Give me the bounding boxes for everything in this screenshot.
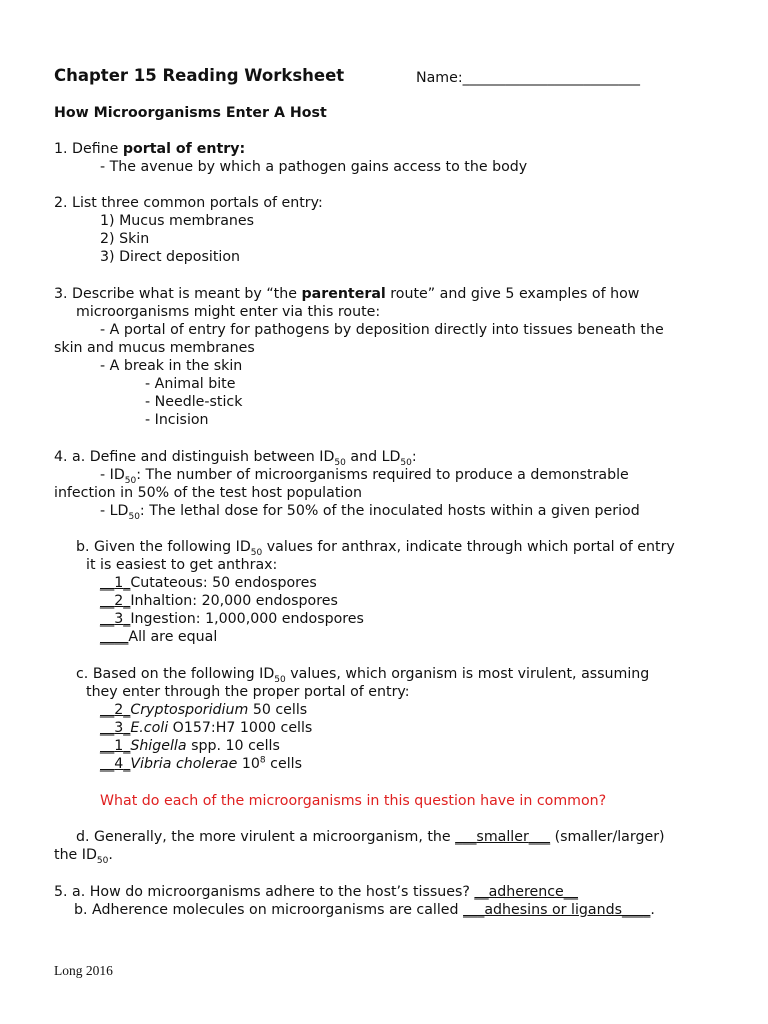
answer-value: 1 <box>114 575 124 591</box>
row-text: 10 <box>237 756 260 772</box>
answer-blank: __ <box>100 720 115 736</box>
answer-value: 1 <box>114 738 124 754</box>
q3-answer2: - A break in the skin <box>100 358 243 374</box>
answer-value: smaller <box>476 829 529 845</box>
answer-blank: _ <box>123 738 131 754</box>
q4b-question <box>76 538 675 556</box>
q4a-id-answer <box>100 466 629 484</box>
row-text: spp. 10 cells <box>186 738 280 754</box>
q4b-text: b. Given the following ID <box>76 539 251 555</box>
row-text: Cutateous: 50 endospores <box>130 575 317 591</box>
q4c-row <box>100 701 307 719</box>
answer-blank: __ <box>100 593 115 609</box>
row-text: cells <box>265 756 302 772</box>
answer-value: 3 <box>114 611 124 627</box>
answer-blank: _ <box>123 720 131 736</box>
answer-blank: __ <box>100 575 115 591</box>
subscript-50: 50 <box>334 457 346 468</box>
organism-name: Vibria cholerae <box>130 756 238 772</box>
q4c-row <box>100 737 280 755</box>
q4d-text: the ID <box>54 847 97 863</box>
q1-answer: - The avenue by which a pathogen gains access to the body <box>100 159 528 175</box>
subscript-50: 50 <box>124 475 137 486</box>
q3-example: - Needle-stick <box>145 394 243 410</box>
q3-question-line2: microorganisms might enter via this route: <box>76 304 381 320</box>
q4d-question <box>76 828 665 846</box>
answer-blank: ____ <box>100 629 129 645</box>
answer-value: ___adhesins or ligands____ <box>463 902 651 918</box>
q4b-row <box>100 628 217 646</box>
row-text: All are equal <box>128 629 218 645</box>
q5a-question <box>54 883 578 901</box>
row-text: 50 cells <box>248 702 308 718</box>
q4c-row <box>100 755 302 773</box>
q4c-question-line2: they enter through the proper portal of entry: <box>86 684 410 700</box>
q3-example: - Incision <box>145 412 209 428</box>
answer-blank: _ <box>123 756 131 772</box>
row-text: Ingestion: 1,000,000 endospores <box>130 611 364 627</box>
q2-item: 3) Direct deposition <box>100 249 240 265</box>
answer-blank: _ <box>123 575 131 591</box>
subscript-50: 50 <box>274 674 286 685</box>
answer-blank: _ <box>123 593 131 609</box>
worksheet-title: Chapter 15 Reading Worksheet <box>54 66 345 85</box>
id-label: - ID <box>100 467 125 483</box>
q3-answer: - A portal of entry for pathogens by deposition directly into tissues beneath the <box>100 322 664 338</box>
organism-name: E.coli <box>130 720 169 736</box>
q4b-row <box>100 610 364 628</box>
id-text: : The number of microorganisms required to produce a demonstrable <box>136 467 629 483</box>
answer-blank: __ <box>100 756 115 772</box>
q2-question: 2. List three common portals of entry: <box>54 195 323 211</box>
q3-example: - Animal bite <box>145 376 236 392</box>
row-text: O157:H7 1000 cells <box>168 720 313 736</box>
name-field <box>416 69 640 87</box>
answer-blank: _ <box>123 702 131 718</box>
answer-value: 2 <box>114 702 124 718</box>
q4c-row <box>100 719 312 737</box>
answer-value: 4 <box>114 756 124 772</box>
q5b-text: . <box>650 902 655 918</box>
row-text: Inhaltion: 20,000 endospores <box>130 593 338 609</box>
q4a-id-answer-cont: infection in 50% of the test host population <box>54 485 362 501</box>
q3-prefix: 3. Describe what is meant by “the <box>54 286 302 302</box>
q4b-row <box>100 574 317 592</box>
q1-prefix: 1. Define <box>54 141 123 157</box>
answer-blank: ___ <box>528 829 551 845</box>
answer-blank: __ <box>100 611 115 627</box>
name-blank: _________________________ <box>462 70 640 86</box>
q4a-text: and LD <box>345 449 401 465</box>
answer-blank: __ <box>100 738 115 754</box>
q4d-text: . <box>108 847 113 863</box>
subscript-50: 50 <box>96 855 109 866</box>
red-followup-question: What do each of the microorganisms in this question have in common? <box>100 793 607 809</box>
organism-name: Shigella <box>130 738 187 754</box>
subscript-50: 50 <box>128 511 140 522</box>
q4a-question <box>54 448 417 466</box>
q4c-question <box>76 665 649 683</box>
q4d-text: d. Generally, the more virulent a microorganism, the <box>76 829 456 845</box>
q3-suffix: route” and give 5 examples of how <box>385 286 640 302</box>
q4c-text: values, which organism is most virulent, assuming <box>285 666 650 682</box>
ld-text: : The lethal dose for 50% of the inoculated hosts within a given period <box>139 503 640 519</box>
q3-answer-cont: skin and mucus membranes <box>54 340 255 356</box>
q1-question <box>54 140 245 158</box>
subscript-50: 50 <box>250 547 263 558</box>
q4c-text: c. Based on the following ID <box>76 666 275 682</box>
answer-blank: _ <box>123 611 131 627</box>
answer-value: 3 <box>114 720 124 736</box>
answer-blank: ___ <box>455 829 477 845</box>
q2-item: 2) Skin <box>100 231 150 247</box>
q4b-row <box>100 592 338 610</box>
q4b-text: values for anthrax, indicate through which portal of entry <box>262 539 675 555</box>
q4b-question-line2: it is easiest to get anthrax: <box>86 557 278 573</box>
q5b-text: b. Adherence molecules on microorganisms are called <box>74 902 464 918</box>
section-title: How Microorganisms Enter A Host <box>54 105 327 121</box>
q3-term: parenteral <box>301 286 386 302</box>
q3-question <box>54 285 639 303</box>
q2-item: 1) Mucus membranes <box>100 213 255 229</box>
q5a-text: 5. a. How do microorganisms adhere to the host’s tissues? <box>54 884 475 900</box>
q4a-text: : <box>411 449 417 465</box>
name-label: Name: <box>416 70 463 86</box>
q4a-ld-answer <box>100 502 640 520</box>
organism-name: Cryptosporidium <box>130 702 249 718</box>
q4d-question-line2 <box>54 846 113 864</box>
q1-term: portal of entry: <box>122 141 246 157</box>
q4a-text: 4. a. Define and distinguish between ID <box>54 449 335 465</box>
answer-value: 2 <box>114 593 124 609</box>
q4d-text: (smaller/larger) <box>550 829 665 845</box>
footer-text: Long 2016 <box>54 963 113 978</box>
answer-blank: __ <box>100 702 115 718</box>
exponent: 8 <box>259 755 266 766</box>
answer-value: __adherence__ <box>474 884 578 900</box>
ld-label: - LD <box>100 503 129 519</box>
subscript-50: 50 <box>400 457 412 468</box>
q5b-question <box>74 901 655 919</box>
